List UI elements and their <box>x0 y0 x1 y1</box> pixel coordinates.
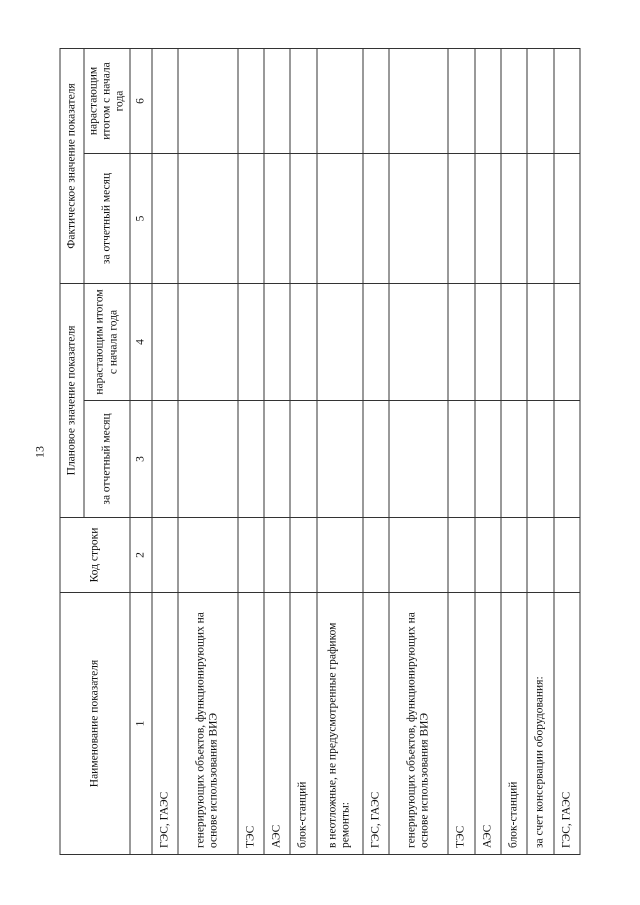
cell-code <box>152 518 178 593</box>
cell-code <box>238 518 264 593</box>
row-name: АЭС <box>475 593 501 855</box>
row-name: генерирующих объектов, функционирующих на основе использования ВИЭ <box>178 593 237 855</box>
cell-fact-cum <box>264 48 290 153</box>
cell-plan-cum <box>501 283 527 400</box>
cell-code <box>501 518 527 593</box>
cell-fact-cum <box>363 48 389 153</box>
table-row <box>501 48 527 854</box>
header-actual-month: за отчетный месяц <box>84 153 130 283</box>
cell-code <box>448 518 474 593</box>
cell-plan-cum <box>363 283 389 400</box>
cell-plan-month <box>448 401 474 518</box>
cell-plan-month <box>178 401 237 518</box>
cell-plan-month <box>475 401 501 518</box>
table-row <box>527 48 553 854</box>
cell-plan-month <box>554 401 580 518</box>
cell-fact-cum <box>290 48 316 153</box>
table-row <box>152 48 178 854</box>
col-number: 5 <box>130 153 152 283</box>
header-planned-month: за отчетный месяц <box>84 401 130 518</box>
cell-fact-cum <box>448 48 474 153</box>
cell-plan-cum <box>475 283 501 400</box>
indicator-table <box>60 48 581 855</box>
cell-code <box>317 518 363 593</box>
cell-code <box>264 518 290 593</box>
cell-fact-cum <box>389 48 448 153</box>
cell-plan-month <box>238 401 264 518</box>
table-row <box>448 48 474 854</box>
cell-fact-month <box>448 153 474 283</box>
col-number: 4 <box>130 283 152 400</box>
cell-plan-cum <box>152 283 178 400</box>
cell-plan-month <box>389 401 448 518</box>
cell-plan-cum <box>389 283 448 400</box>
cell-plan-cum <box>448 283 474 400</box>
cell-plan-cum <box>317 283 363 400</box>
cell-plan-month <box>290 401 316 518</box>
cell-code <box>290 518 316 593</box>
row-name: генерирующих объектов, функционирующих на основе использования ВИЭ <box>389 593 448 855</box>
row-name: ГЭС, ГАЭС <box>152 593 178 855</box>
row-name: АЭС <box>264 593 290 855</box>
cell-fact-month <box>527 153 553 283</box>
row-name: ГЭС, ГАЭС <box>554 593 580 855</box>
col-number: 6 <box>130 48 152 153</box>
cell-fact-month <box>501 153 527 283</box>
header-planned: Плановое значение показателя <box>60 283 84 517</box>
cell-code <box>178 518 237 593</box>
cell-fact-month <box>290 153 316 283</box>
cell-plan-month <box>317 401 363 518</box>
cell-fact-cum <box>152 48 178 153</box>
cell-fact-cum <box>527 48 553 153</box>
table-row <box>238 48 264 854</box>
header-code: Код строки <box>60 518 130 593</box>
cell-fact-month <box>152 153 178 283</box>
cell-plan-cum <box>527 283 553 400</box>
col-number: 1 <box>130 593 152 855</box>
table-row <box>178 48 237 854</box>
cell-fact-cum <box>178 48 237 153</box>
cell-fact-cum <box>501 48 527 153</box>
cell-plan-cum <box>290 283 316 400</box>
table-row <box>290 48 316 854</box>
header-actual: Фактическое значение показателя <box>60 48 84 283</box>
cell-plan-cum <box>238 283 264 400</box>
cell-plan-month <box>527 401 553 518</box>
row-name: ТЭС <box>238 593 264 855</box>
table-row <box>554 48 580 854</box>
page-number: 13 <box>32 446 47 458</box>
cell-fact-cum <box>475 48 501 153</box>
cell-fact-month <box>264 153 290 283</box>
row-name: блок-станций <box>290 593 316 855</box>
cell-fact-month <box>238 153 264 283</box>
cell-plan-cum <box>264 283 290 400</box>
table-row <box>475 48 501 854</box>
row-name: блок-станций <box>501 593 527 855</box>
header-planned-cumulative: нарастающим итогом с начала года <box>84 283 130 400</box>
cell-plan-month <box>264 401 290 518</box>
cell-fact-month <box>317 153 363 283</box>
cell-code <box>527 518 553 593</box>
header-name: Наименование показателя <box>60 593 130 855</box>
table-row <box>363 48 389 854</box>
cell-fact-month <box>389 153 448 283</box>
table-row <box>317 48 363 854</box>
cell-code <box>389 518 448 593</box>
cell-fact-month <box>554 153 580 283</box>
cell-plan-cum <box>554 283 580 400</box>
rotated-table-container <box>60 49 581 855</box>
row-name: ГЭС, ГАЭС <box>363 593 389 855</box>
cell-plan-month <box>501 401 527 518</box>
cell-plan-month <box>152 401 178 518</box>
cell-fact-month <box>475 153 501 283</box>
cell-fact-cum <box>317 48 363 153</box>
cell-fact-month <box>363 153 389 283</box>
cell-fact-month <box>178 153 237 283</box>
table-row <box>264 48 290 854</box>
cell-plan-cum <box>178 283 237 400</box>
cell-plan-month <box>363 401 389 518</box>
cell-fact-cum <box>238 48 264 153</box>
row-name: за счет консервации оборудования: <box>527 593 553 855</box>
cell-fact-cum <box>554 48 580 153</box>
cell-code <box>475 518 501 593</box>
header-actual-cumulative: нарастающим итогом с начала года <box>84 48 130 153</box>
cell-code <box>363 518 389 593</box>
table-row <box>389 48 448 854</box>
row-name: в неотложные, не предусмотренные графиком ремонты: <box>317 593 363 855</box>
row-name: ТЭС <box>448 593 474 855</box>
col-number: 2 <box>130 518 152 593</box>
col-number: 3 <box>130 401 152 518</box>
cell-code <box>554 518 580 593</box>
